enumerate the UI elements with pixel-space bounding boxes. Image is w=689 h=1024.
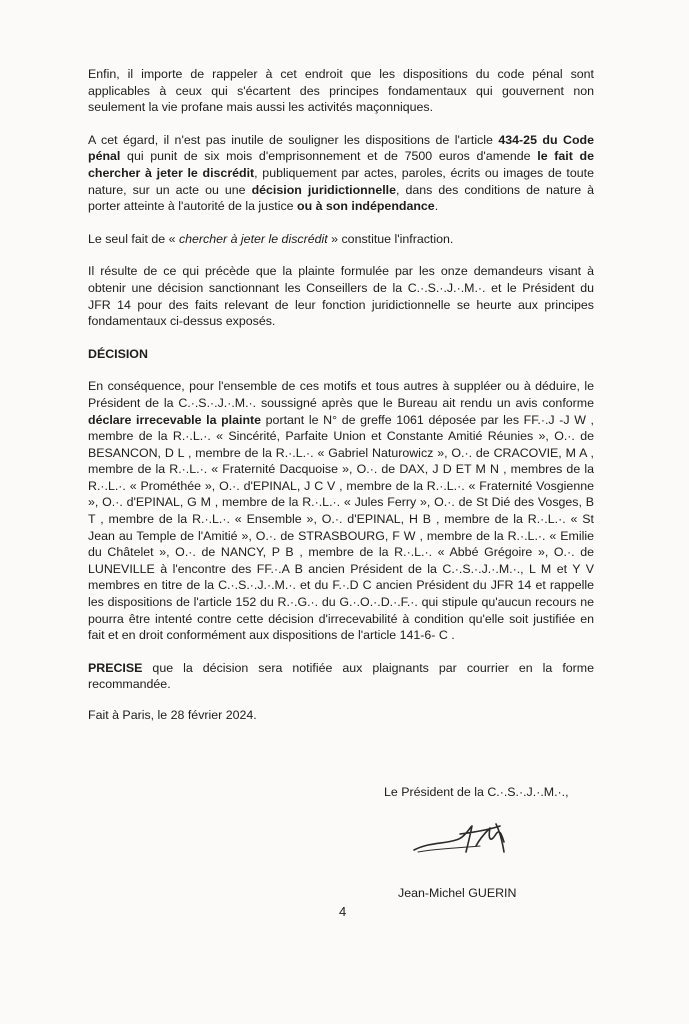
place-date: Fait à Paris, le 28 février 2024. <box>88 708 257 722</box>
paragraph-code-penal-intro <box>88 66 594 116</box>
paragraph-decision <box>88 378 594 644</box>
bold-text: ou à son indépendance <box>297 199 435 214</box>
paragraph-text: En conséquence, pour l'ensemble de ces motifs et tous autres à suppléer ou à déduire, le Président de la C.·.S.·.J.·.M.·. soussigné après que le Bureau ait rendu un avis conforme <box>88 379 594 410</box>
paragraph-text: que la décision sera notifiée aux plaignants par courrier en la forme recommandée. <box>88 660 594 692</box>
paragraph-text: Il résulte de ce qui précède que la plainte formulée par les onze demandeurs visant à obtenir une décision sanctionnant les Conseillers de la C.·.S.·.J.·.M.·. et le Président du JFR 14 pour des faits relevant de leur fonction juridictionnelle se heurte aux principes fondamentaux ci-dessus exposés. <box>88 264 594 329</box>
handwritten-signature <box>410 812 520 862</box>
paragraph-article-434-25 <box>88 132 594 215</box>
paragraph-infraction <box>88 231 594 248</box>
paragraph-text: . <box>434 199 439 214</box>
bold-text: déclare irrecevable la plainte <box>88 412 262 427</box>
paragraph-text: portant le N° de greffe 1061 déposée par les FF.·.J -J W , membre de la R.·.L.·. « Sincérité, Parfaite Union et Constante Amitié Réunies », O.·. de BESANCON, D L , membre de la R.·.L.·. « Gabriel Naturowicz », O.·. de CRACOVIE, M A , membre de la R.·.L.·. « Fraternité Dacquoise », O.·. de DAX, J D ET M N , membres de la R.·.L.·. « Prométhée », O.·. d'EPINAL, J C V , membre de la R.·.L.·. « Fraternité Vosgienne », O.·. d'EPINAL, G M , membre de la R.·.L.·. « Jules Ferry », O.·. de St Dié des Vosges, B T , membre de la R.·.L.·. « Ensemble », O.·. d'EPINAL, H B , membre de la R.·.L.·. « St Jean au Temple de l'Amitié », O.·. de STRASBOURG, F W , membre de la R.·.L.·. « Emilie du Châtelet », O.·. de NANCY, P B , membre de la R.·.L.·. « Abbé Grégoire », O.·. de LUNEVILLE à l'encontre des FF.·.A B ancien Président de la C.·.S.·.J.·.M.·., L M et Y V membres en titre de la C.·.S.·.J.·.M.·. et du F.·.D C ancien Président du JFR 14 et rappelle les dispositions de l'article 152 du R.·.G.·. du G.·.O.·.D.·.F.·. qui stipule qu'aucun recours ne pourra être intenté contre cette décision d'irrecevabilité à condition qu'elle soit justifiée en fait et en droit conformément aux dispositions de l'article 141-6- C . <box>88 412 594 643</box>
paragraph-resulte <box>88 263 594 329</box>
page-number: 4 <box>339 904 347 919</box>
decision-heading: DÉCISION <box>88 346 148 361</box>
bold-text: décision juridictionnelle <box>251 182 396 197</box>
paragraph-text: qui punit de six mois d'emprisonnement et de 7500 euros d'amende <box>120 149 538 164</box>
bold-text: 434-25 du Code pénal <box>88 132 594 164</box>
paragraph-text: A cet égard, il n'est pas inutile de souligner les dispositions de l'article <box>88 132 499 147</box>
paragraph-text: Le seul fait de « <box>88 231 179 246</box>
paragraph-text: , publiquement par actes, paroles, écrits ou images de toute nature, sur un acte ou une <box>88 165 594 197</box>
signatory-name: Jean-Michel GUERIN <box>398 886 517 900</box>
bold-text: PRECISE <box>88 660 143 675</box>
paragraph-text: Enfin, il importe de rappeler à cet endroit que les dispositions du code pénal sont applicables à ceux qui s'écartent des principes fondamentaux qui gouvernent non seulement la vie profane mais aussi les activités maçonniques. <box>88 67 594 115</box>
paragraph-precise <box>88 660 594 693</box>
paragraph-text: , dans des conditions de nature à porter atteinte à l'autorité de la justice <box>88 182 594 214</box>
document-body <box>88 66 594 724</box>
paragraph-text: » constitue l'infraction. <box>327 231 454 246</box>
italic-text: chercher à jeter le discrédit <box>178 231 328 246</box>
bold-text: le fait de chercher à jeter le discrédit <box>88 149 595 180</box>
signature-title: Le Président de la C.·.S.·.J.·.M.·., <box>384 785 569 799</box>
